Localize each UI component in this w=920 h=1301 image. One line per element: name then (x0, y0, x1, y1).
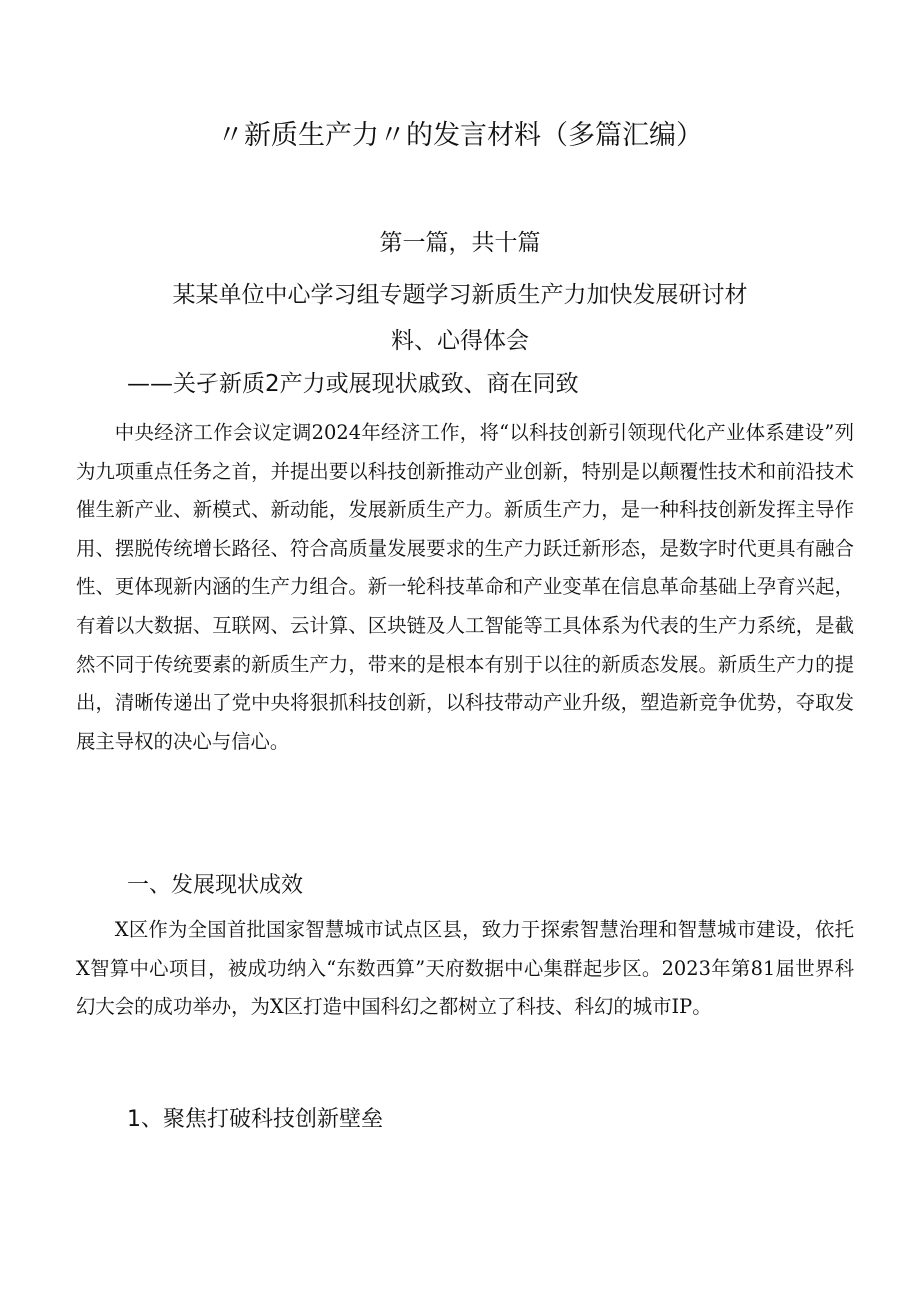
chapter-subtitle: ——关孑新质2产力或展现状戚致、商在同致 (127, 371, 579, 397)
chapter-title-line-1: 某某单位中心学习组专题学习新质生产力加快发展研讨材 (172, 282, 748, 308)
document-title: 〃新质生产力〃的发言材料（多篇汇编） (217, 120, 703, 151)
intro-paragraph: 中央经济工作会议定调2024年经济工作，将“以科技创新引领现代化产业体系建设”列为九项重点任务之首，并提出要以科技创新推动产业创新，特别是以颠覆性技术和前沿技术催生新产业、新模式、新动能，发展新质生产力。新质生产力，是一种科技创新发挥主导作用、摆脱传统增长路径、符合高质量发展要求的生产力跃迁新形态，是数字时代更具有融合性、更体现新内涵的生产力组合。新一轮科技革命和产业变革在信息革命基础上孕育兴起，有着以大数据、互联网、云计算、区块链及人工智能等工具体系为代表的生产力系统，是截然不同于传统要素的新质生产力，带来的是根本有别于以往的新质态发展。新质生产力的提出，清晰传递出了党中央将狠抓科技创新，以科技带动产业升级，塑造新竞争优势，夺取发展主导权的决心与信心。 (76, 421, 854, 753)
section-heading-development-status: 一、发展现状成效 (127, 873, 304, 898)
chapter-number: 第一篇，共十篇 (379, 230, 541, 256)
chapter-title-line-2: 料、心得体会 (391, 328, 529, 354)
section-paragraph-district: X区作为全国首批国家智慧城市试点区县，致力于探索智慧治理和智慧城市建设，依托X智算中心项目，被成功纳入“东数西算”天府数据中心集群起步区。2023年第81届世界科幻大会的成功举办，为X区打造中国科幻之都树立了科技、科幻的城市IP。 (76, 918, 854, 1019)
subsection-heading-tech-innovation: 1、聚焦打破科技创新壁垒 (127, 1107, 383, 1132)
